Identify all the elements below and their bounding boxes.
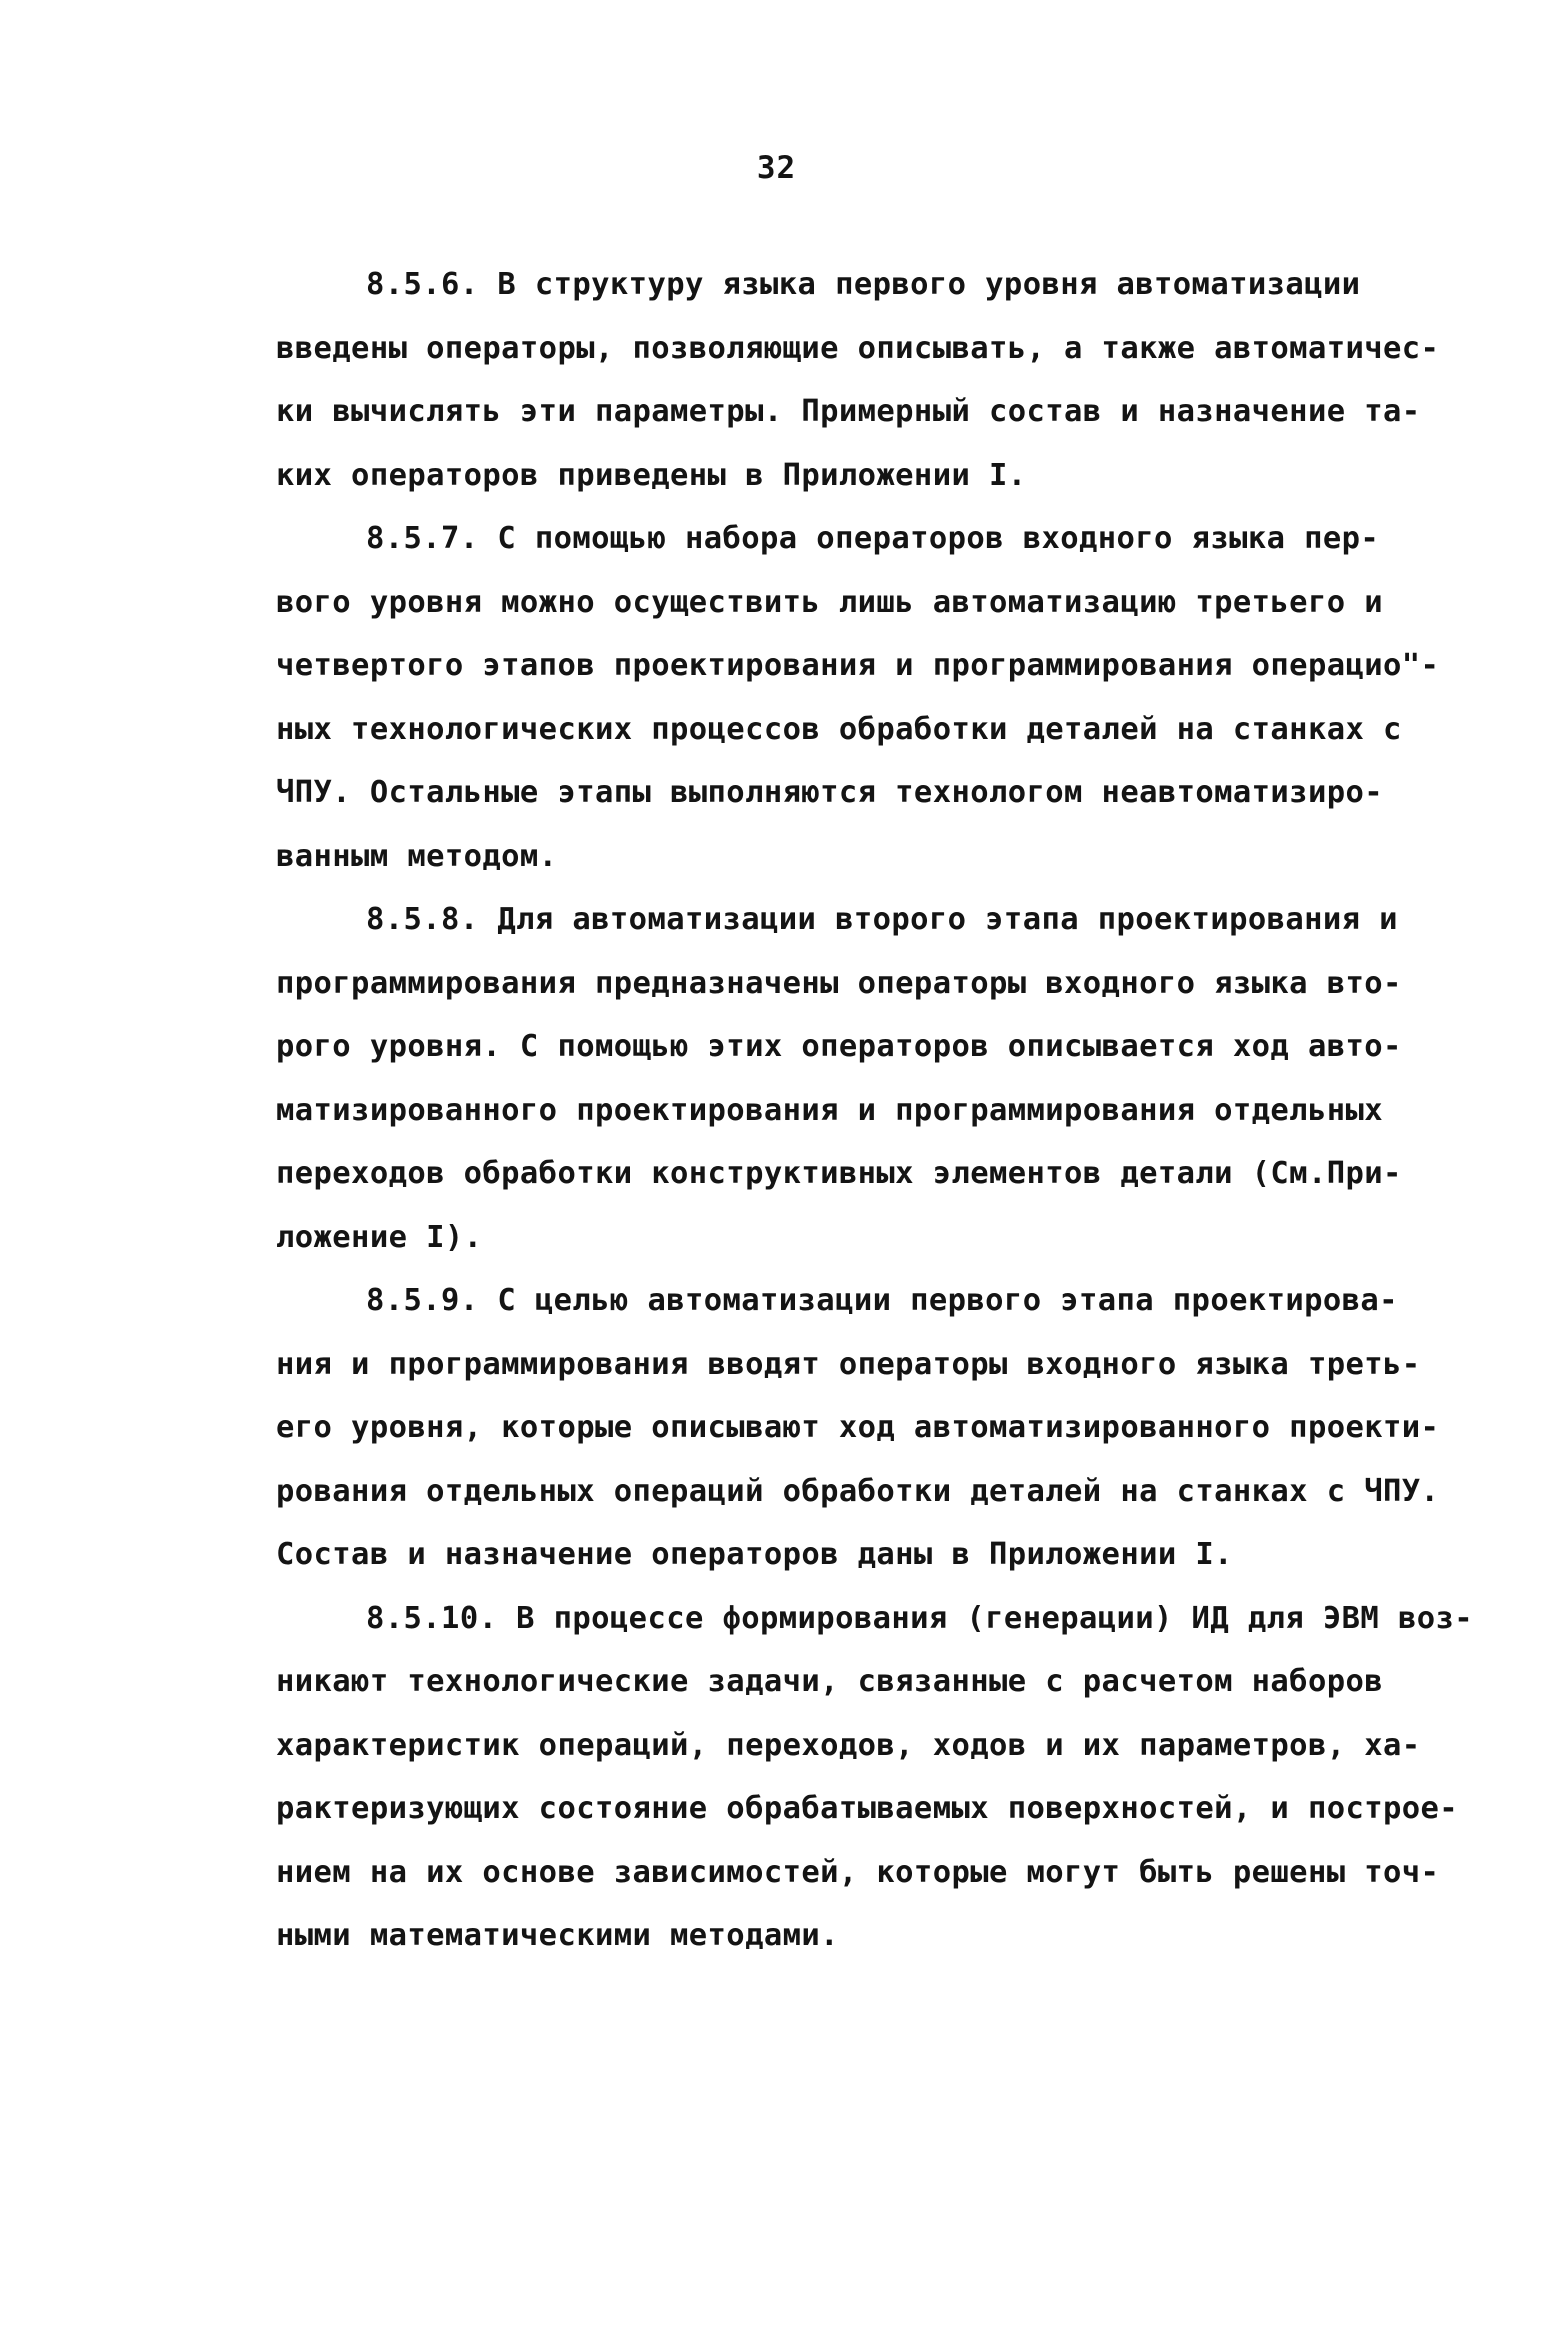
paragraph-8-5-9: [276, 1269, 1456, 1587]
text-line: Состав и назначение операторов даны в Приложении I.: [276, 1537, 1233, 1572]
text-line: 8.5.10. В процессе формирования (генерации) ИД для ЭВМ воз-: [366, 1600, 1473, 1636]
text-line: переходов обработки конструктивных элементов детали (См.При-: [276, 1156, 1402, 1191]
text-line: ложение I).: [276, 1219, 483, 1255]
paragraph-8-5-8: [276, 888, 1456, 1269]
text-line: ния и программирования вводят операторы входного языка треть-: [276, 1346, 1421, 1382]
text-line: рактеризующих состояние обрабатываемых поверхностей, и построе-: [276, 1791, 1459, 1826]
text-line: ванным методом.: [276, 838, 558, 874]
text-line: ки вычислять эти параметры. Примерный состав и назначение та-: [276, 394, 1421, 429]
text-line: 8.5.6. В структуру языка первого уровня автоматизации: [366, 267, 1361, 302]
text-line: ными математическими методами.: [276, 1918, 839, 1953]
text-line: 8.5.9. С целью автоматизации первого этапа проектирова-: [366, 1283, 1398, 1318]
text-line: ных технологических процессов обработки деталей на станках с: [276, 711, 1402, 747]
text-line: ких операторов приведены в Приложении I.: [276, 457, 1027, 493]
text-line: введены операторы, позволяющие описывать, а также автоматичес-: [276, 330, 1440, 366]
text-line: программирования предназначены операторы входного языка вто-: [276, 965, 1402, 1001]
text-line: ЧПУ. Остальные этапы выполняются технологом неавтоматизиро-: [276, 775, 1383, 810]
text-line: четвертого этапов проектирования и программирования операцио"-: [276, 648, 1440, 683]
text-line: характеристик операций, переходов, ходов и их параметров, ха-: [276, 1727, 1421, 1763]
paragraph-8-5-7: [276, 507, 1456, 888]
paragraph-8-5-10: [276, 1587, 1473, 1968]
text-line: рого уровня. С помощью этих операторов описывается ход авто-: [276, 1029, 1402, 1064]
text-line: 8.5.7. С помощью набора операторов входного языка пер-: [366, 521, 1380, 556]
text-line: нием на их основе зависимостей, которые могут быть решены точ-: [276, 1854, 1440, 1890]
text-line: матизированного проектирования и программирования отдельных: [276, 1092, 1383, 1128]
text-line: рования отдельных операций обработки деталей на станках с ЧПУ.: [276, 1473, 1440, 1509]
page-number: 32: [756, 150, 797, 186]
text-line: его уровня, которые описывают ход автоматизированного проекти-: [276, 1410, 1440, 1445]
text-line: 8.5.8. Для автоматизации второго этапа проектирования и: [366, 902, 1398, 937]
document-body: [276, 253, 1473, 1968]
text-line: вого уровня можно осуществить лишь автоматизацию третьего и: [276, 584, 1383, 620]
text-line: никают технологические задачи, связанные с расчетом наборов: [276, 1664, 1383, 1699]
paragraph-8-5-6: [276, 253, 1456, 507]
